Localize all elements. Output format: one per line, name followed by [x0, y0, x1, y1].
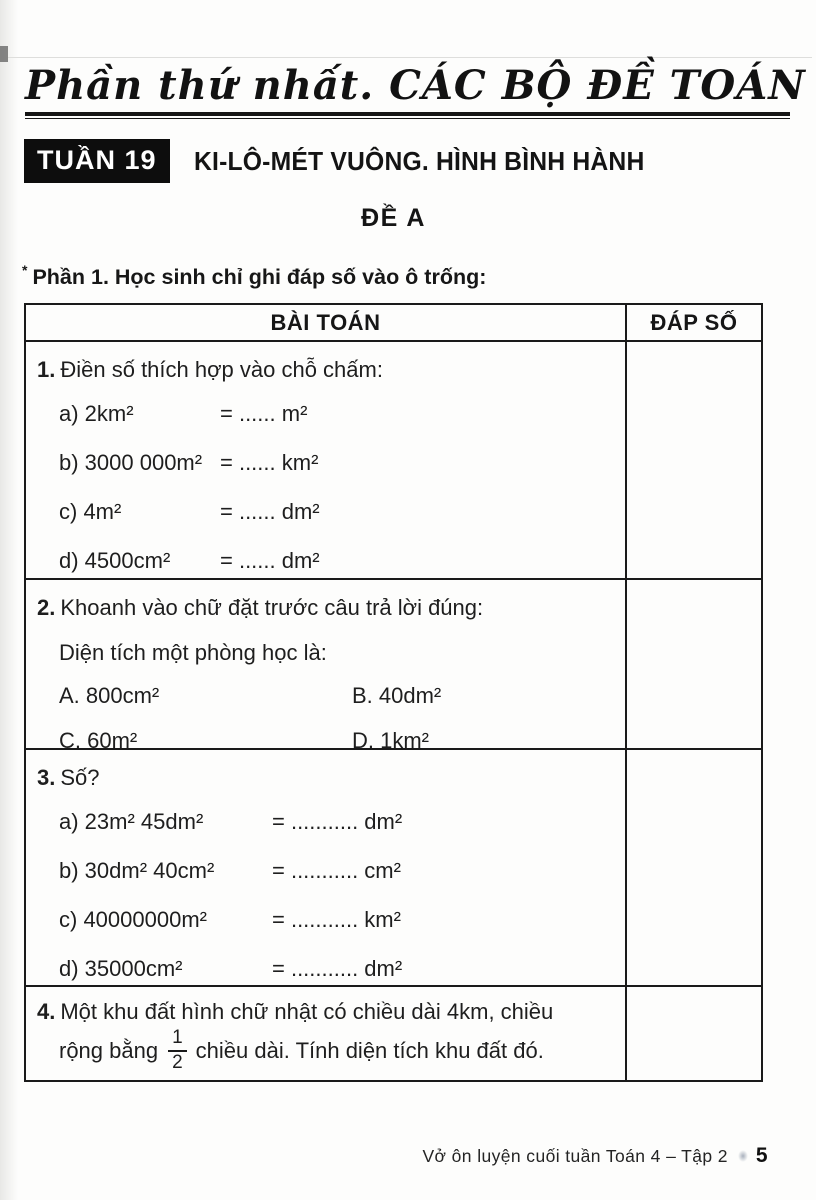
problem-number: 1.	[37, 357, 56, 382]
item-answer-blank: = ...... km²	[220, 450, 319, 475]
scan-gutter-shadow	[0, 0, 18, 1200]
conversion-item	[59, 857, 625, 884]
section-heading	[22, 262, 486, 290]
exam-title: ĐỀ A	[361, 204, 426, 232]
week-header	[24, 139, 786, 183]
conversion-item	[59, 906, 625, 933]
item-expression: b) 3000 000m²	[59, 450, 203, 475]
conversion-item	[59, 449, 625, 476]
fraction-denominator: 2	[172, 1052, 183, 1073]
problem-number: 3.	[37, 765, 56, 790]
problems-table	[24, 303, 763, 1082]
problem-2-options	[59, 682, 625, 754]
item-answer-blank: = ...... m²	[220, 401, 308, 426]
problem-text-line1: Một khu đất hình chữ nhật có chiều dài 4km, chiều	[60, 999, 554, 1024]
item-answer-blank: = ...... dm²	[220, 499, 320, 524]
page-footer	[422, 1144, 768, 1168]
answer-3-cell	[627, 750, 761, 987]
problem-heading-text: Số?	[60, 765, 100, 790]
week-badge: TUẦN 19	[24, 139, 170, 183]
option-c: C. 60m²	[59, 728, 138, 753]
conversion-item	[59, 498, 625, 525]
scan-smudge	[738, 1150, 748, 1162]
item-expression: c) 40000000m²	[59, 907, 207, 932]
problem-2-subheading: Diện tích một phòng học là:	[59, 640, 327, 665]
option-d: D. 1km²	[352, 728, 429, 753]
item-expression: a) 2km²	[59, 401, 134, 426]
problem-2-heading	[37, 594, 613, 621]
problem-1-cell	[26, 342, 627, 580]
problem-2-cell	[26, 580, 627, 753]
item-answer-blank: = ...... dm²	[220, 548, 320, 573]
lesson-title: KI-LÔ-MÉT VUÔNG. HÌNH BÌNH HÀNH	[193, 145, 645, 176]
footnote-star: *	[22, 262, 28, 278]
title-underline	[25, 112, 790, 119]
fraction-one-half	[168, 1028, 187, 1073]
problem-1-items	[59, 400, 625, 574]
footer-book-title: Vở ôn luyện cuối tuần Toán 4 – Tập 2	[422, 1146, 728, 1166]
column-header-answer: ĐÁP SỐ	[627, 305, 761, 342]
problem-heading-text: Điền số thích hợp vào chỗ chấm:	[60, 357, 383, 382]
problem-3-heading	[37, 764, 613, 791]
item-answer-blank: = ........... cm²	[272, 858, 401, 883]
section-heading-text: Phần 1. Học sinh chỉ ghi đáp số vào ô trống:	[32, 265, 487, 289]
problem-3-items	[59, 808, 625, 982]
item-answer-blank: = ........... km²	[272, 907, 401, 932]
conversion-item	[59, 547, 625, 574]
item-answer-blank: = ........... dm²	[272, 809, 403, 834]
problem-text-line2-prefix: rộng bằng	[59, 1038, 159, 1063]
item-expression: b) 30dm² 40cm²	[59, 858, 215, 883]
scan-hairline	[8, 57, 812, 58]
answer-1-cell	[627, 342, 761, 580]
option-b: B. 40dm²	[352, 683, 442, 708]
problem-4-line2	[59, 1028, 625, 1073]
item-expression: d) 35000cm²	[59, 956, 183, 981]
part-title: Phần thứ nhất. CÁC BỘ ĐỀ TOÁN	[25, 62, 806, 109]
problem-1-heading	[37, 356, 613, 383]
conversion-item	[59, 808, 625, 835]
problem-text-line2-suffix: chiều dài. Tính diện tích khu đất đó.	[195, 1038, 544, 1063]
answer-4-cell	[627, 987, 761, 1080]
scan-edge-mark	[0, 46, 8, 62]
conversion-item	[59, 400, 625, 427]
item-expression: a) 23m² 45dm²	[59, 809, 204, 834]
problem-number: 2.	[37, 595, 56, 620]
item-expression: c) 4m²	[59, 499, 122, 524]
problem-3-cell	[26, 750, 627, 987]
problem-number: 4.	[37, 999, 56, 1024]
problem-4-cell	[26, 987, 627, 1080]
option-a: A. 800cm²	[59, 683, 160, 708]
answer-2-cell	[627, 580, 761, 750]
problem-heading-text: Khoanh vào chữ đặt trước câu trả lời đúng:	[60, 595, 484, 620]
column-header-problem: BÀI TOÁN	[26, 305, 627, 342]
item-expression: d) 4500cm²	[59, 548, 171, 573]
problem-4-line1	[37, 998, 613, 1025]
conversion-item	[59, 955, 625, 982]
item-answer-blank: = ........... dm²	[272, 956, 403, 981]
fraction-numerator: 1	[168, 1028, 187, 1052]
page-number: 5	[755, 1144, 768, 1167]
